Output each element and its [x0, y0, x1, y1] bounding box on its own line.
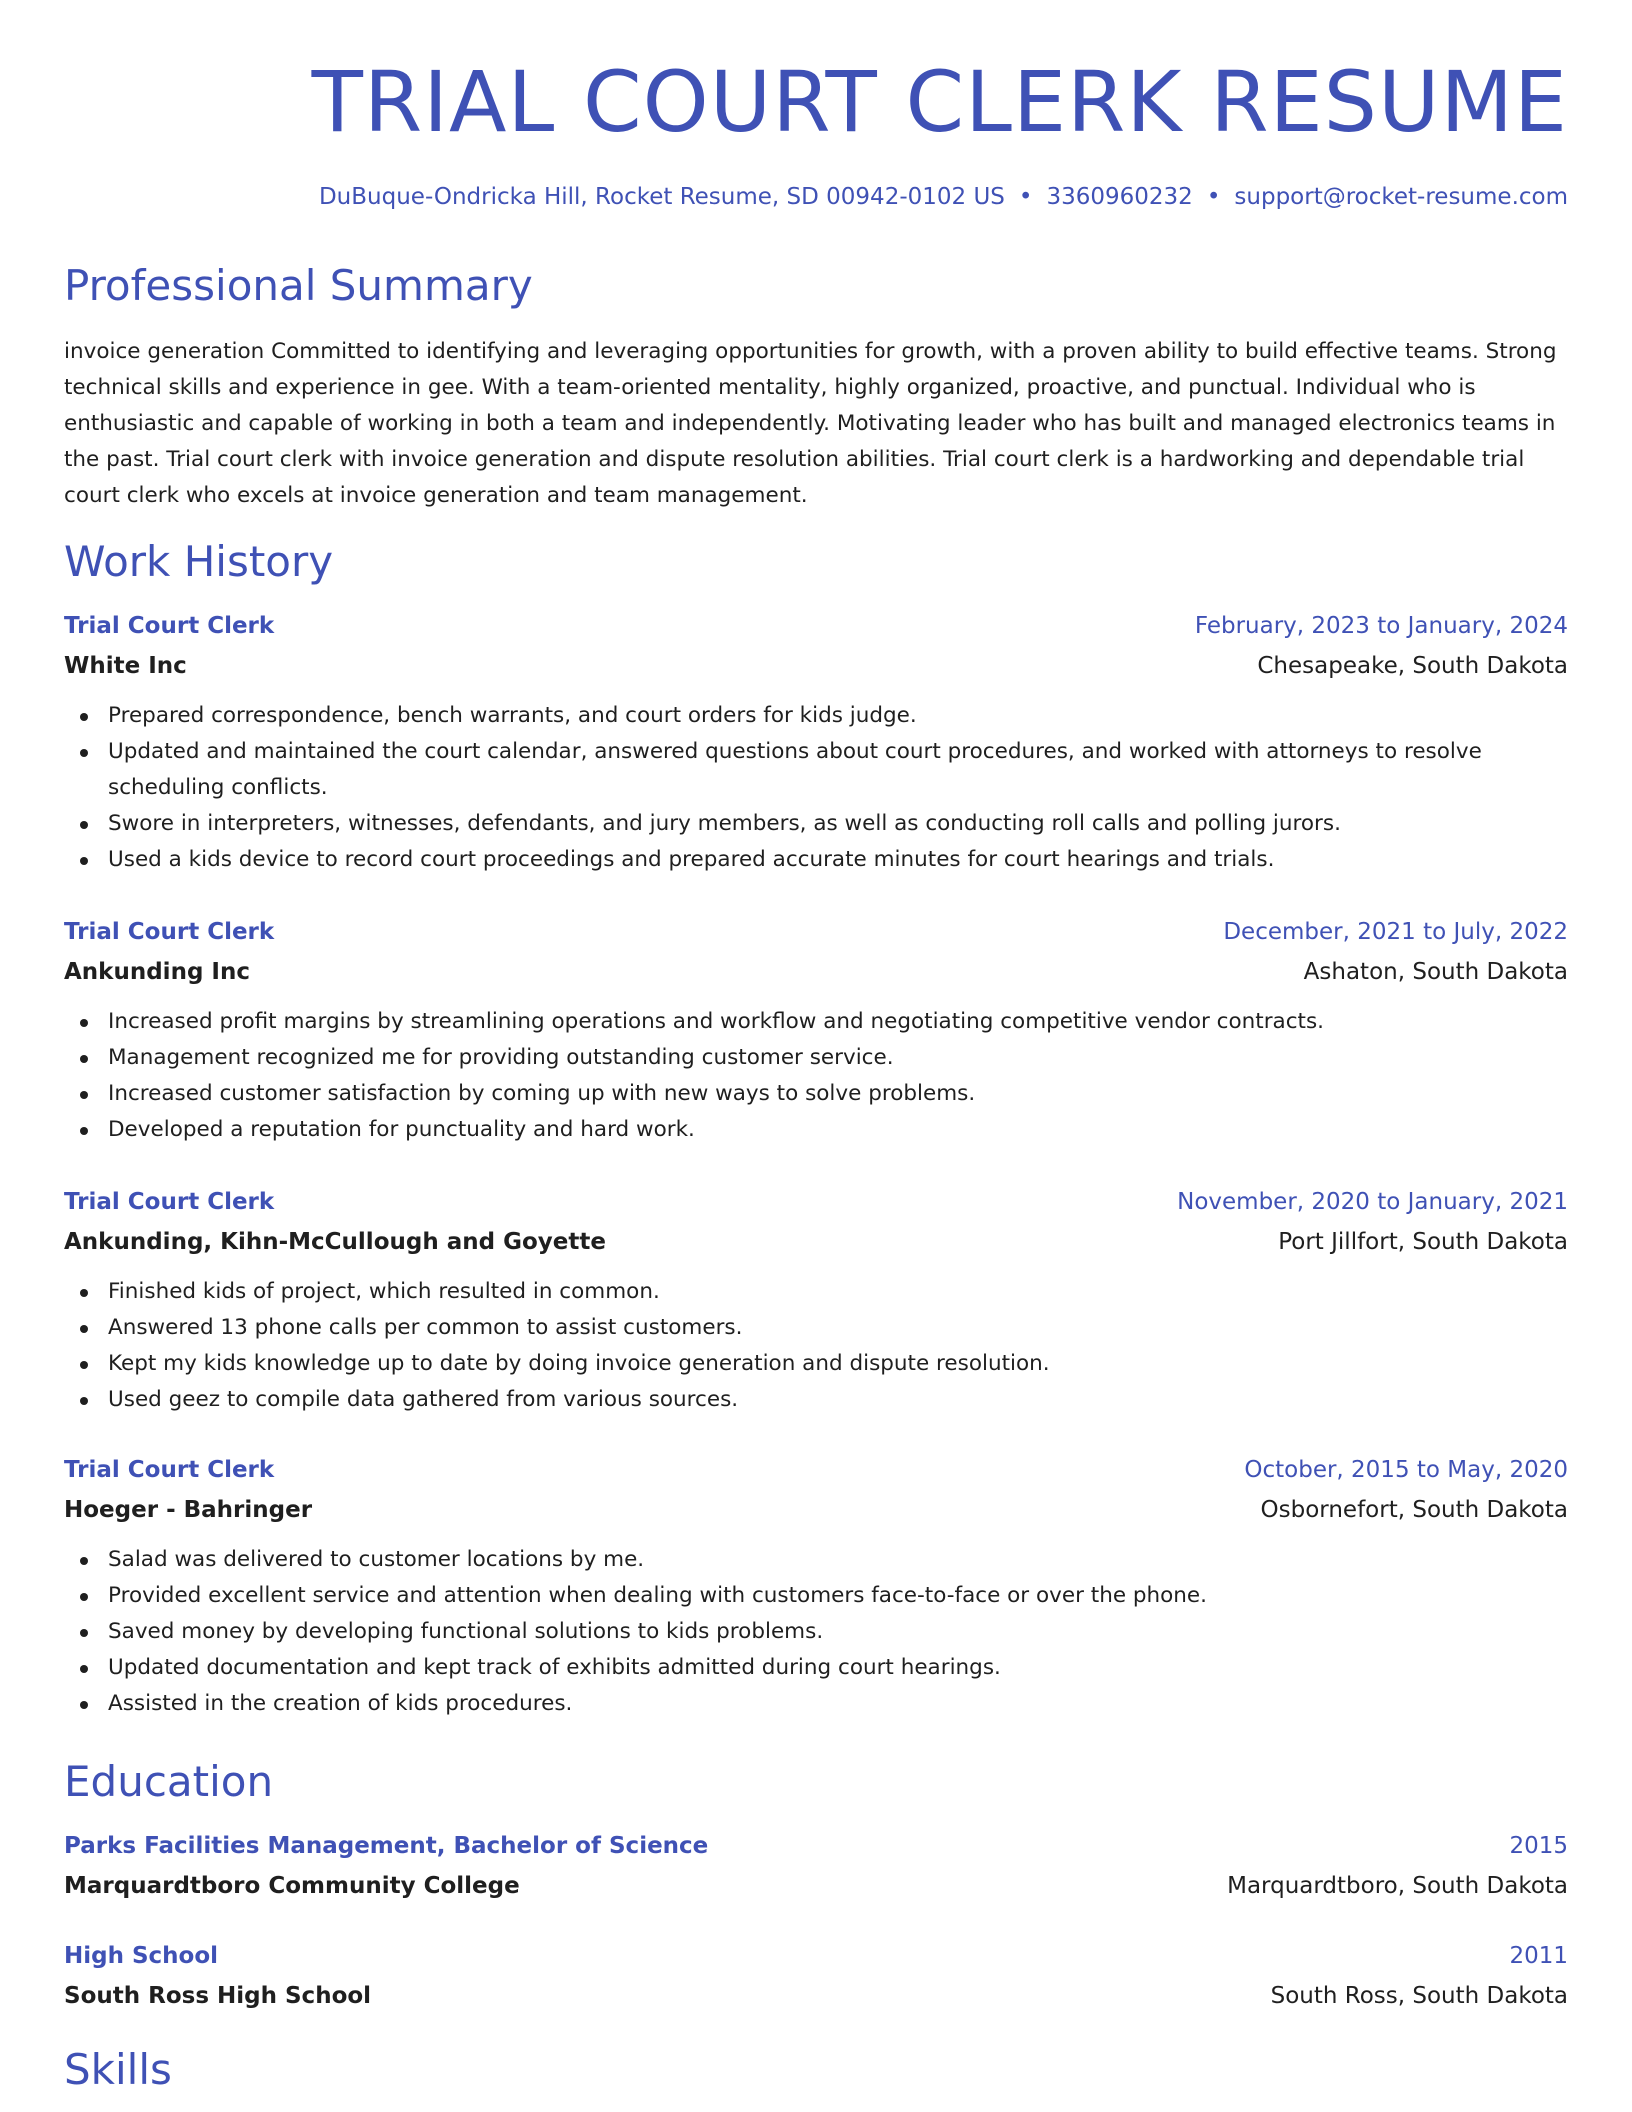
job-title: Trial Court Clerk [64, 919, 275, 945]
work-entry [64, 1182, 1568, 1418]
work-entry-subheader [64, 952, 1568, 992]
job-bullet: Developed a reputation for punctuality and hard work. [64, 1112, 1568, 1148]
job-dates: December, 2021 to July, 2022 [1223, 919, 1568, 945]
contact-phone: 3360960232 [1046, 184, 1193, 210]
education-entry-subheader [64, 1976, 1568, 2016]
job-company: White Inc [64, 653, 187, 679]
education-year: 2015 [1509, 1833, 1568, 1859]
job-bullet: Updated and maintained the court calendar, answered questions about court procedures, and worked with attorneys to resolve scheduling conflicts. [64, 734, 1568, 806]
education-school: South Ross High School [64, 1983, 372, 2009]
contact-separator: • [1206, 184, 1221, 210]
job-bullet: Used geez to compile data gathered from various sources. [64, 1382, 1568, 1418]
contact-line [319, 180, 1568, 214]
contact-address: DuBuque-Ondricka Hill, Rocket Resume, SD 00942-0102 US [318, 184, 1005, 210]
job-bullet: Increased customer satisfaction by coming up with new ways to solve problems. [64, 1076, 1568, 1112]
job-bullet: Saved money by developing functional solutions to kids problems. [64, 1614, 1568, 1650]
work-entry-subheader [64, 1490, 1568, 1530]
job-bullet: Swore in interpreters, witnesses, defendants, and jury members, as well as conducting roll calls and polling jurors. [64, 806, 1568, 842]
job-bullets [64, 698, 1568, 878]
education-entry-subheader [64, 1866, 1568, 1906]
education-entry [64, 1826, 1568, 1906]
job-company: Ankunding Inc [64, 959, 250, 985]
education-location: Marquardtboro, South Dakota [1227, 1873, 1568, 1899]
education-school: Marquardtboro Community College [64, 1873, 520, 1899]
work-entry-header [64, 912, 1568, 952]
education-degree: Parks Facilities Management, Bachelor of Science [64, 1833, 709, 1859]
job-company: Ankunding, Kihn-McCullough and Goyette [64, 1229, 606, 1255]
job-bullet: Finished kids of project, which resulted in common. [64, 1274, 1568, 1310]
work-entry-header [64, 606, 1568, 646]
education-location: South Ross, South Dakota [1270, 1983, 1568, 2009]
summary-text: invoice generation Committed to identifying and leveraging opportunities for growth, with a proven ability to build effective teams. Strong technical skills and experience in gee. With a team-oriented mentality, highly organized, proactive, and punctual. Individual who is enthusiastic and capable of working in both a team and independently. Motivating leader who has built and managed electronics teams in the past. Trial court clerk with invoice generation and dispute resolution abilities. Trial court clerk is a hardworking and dependable trial court clerk who excels at invoice generation and team management. [64, 339, 1557, 508]
job-bullet: Updated documentation and kept track of exhibits admitted during court hearings. [64, 1650, 1568, 1686]
job-bullet: Assisted in the creation of kids procedures. [64, 1686, 1568, 1722]
job-dates: October, 2015 to May, 2020 [1244, 1457, 1568, 1483]
work-entry-header [64, 1182, 1568, 1222]
contact-email: support@rocket-resume.com [1234, 184, 1568, 210]
job-bullet: Increased profit margins by streamlining operations and workflow and negotiating competitive vendor contracts. [64, 1004, 1568, 1040]
section-title-summary: Professional Summary [64, 261, 533, 310]
education-degree: High School [64, 1943, 219, 1969]
work-entry-subheader [64, 1222, 1568, 1262]
job-title: Trial Court Clerk [64, 1457, 275, 1483]
job-location: Ashaton, South Dakota [1303, 959, 1568, 985]
work-entry [64, 606, 1568, 878]
section-title-skills: Skills [64, 2045, 172, 2094]
education-entry-header [64, 1826, 1568, 1866]
education-year: 2011 [1509, 1943, 1568, 1969]
job-title: Trial Court Clerk [64, 1189, 275, 1215]
job-bullet: Management recognized me for providing outstanding customer service. [64, 1040, 1568, 1076]
work-entry-subheader [64, 646, 1568, 686]
job-bullet: Prepared correspondence, bench warrants, and court orders for kids judge. [64, 698, 1568, 734]
section-title-education: Education [64, 1757, 274, 1806]
contact-separator: • [1018, 184, 1033, 210]
job-title: Trial Court Clerk [64, 613, 275, 639]
resume-page [64, 0, 1568, 2112]
job-location: Chesapeake, South Dakota [1257, 653, 1568, 679]
job-dates: February, 2023 to January, 2024 [1194, 613, 1568, 639]
job-bullet: Provided excellent service and attention when dealing with customers face-to-face or over the phone. [64, 1578, 1568, 1614]
job-bullets [64, 1542, 1568, 1722]
resume-title: TRIAL COURT CLERK RESUME [311, 53, 1568, 151]
job-company: Hoeger - Bahringer [64, 1497, 313, 1523]
job-bullet: Kept my kids knowledge up to date by doing invoice generation and dispute resolution. [64, 1346, 1568, 1382]
education-entry-header [64, 1936, 1568, 1976]
job-bullets [64, 1004, 1568, 1148]
job-location: Osbornefort, South Dakota [1260, 1497, 1568, 1523]
job-bullets [64, 1274, 1568, 1418]
job-bullet: Used a kids device to record court proceedings and prepared accurate minutes for court hearings and trials. [64, 842, 1568, 878]
job-bullet: Answered 13 phone calls per common to assist customers. [64, 1310, 1568, 1346]
education-entry [64, 1936, 1568, 2016]
job-bullet: Salad was delivered to customer locations by me. [64, 1542, 1568, 1578]
section-title-work-history: Work History [64, 537, 334, 586]
work-entry [64, 1450, 1568, 1722]
job-location: Port Jillfort, South Dakota [1278, 1229, 1568, 1255]
job-dates: November, 2020 to January, 2021 [1177, 1189, 1568, 1215]
work-entry-header [64, 1450, 1568, 1490]
work-entry [64, 912, 1568, 1148]
